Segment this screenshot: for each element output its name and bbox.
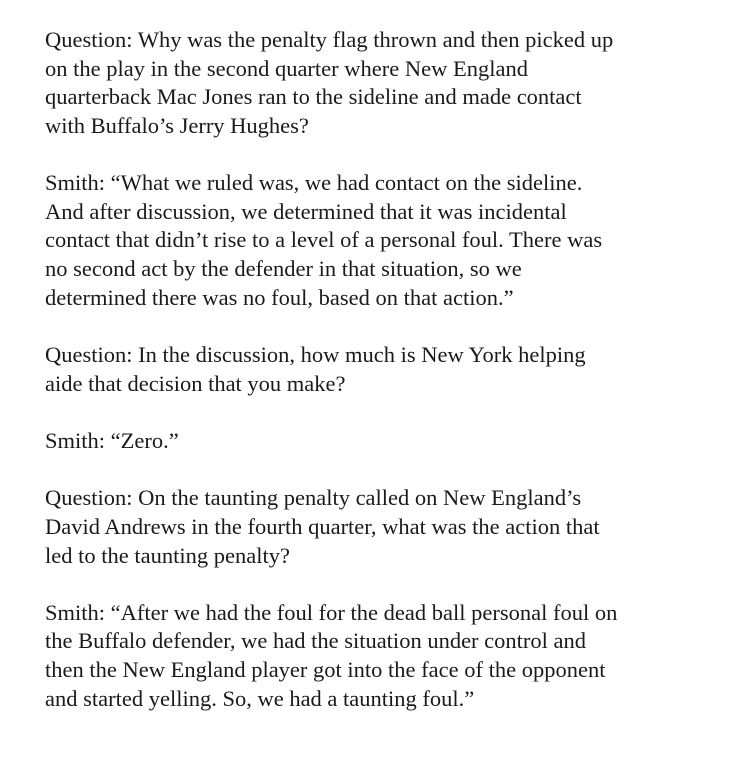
text-line: quarterback Mac Jones ran to the sideline and made contact — [45, 84, 582, 110]
text-line: the Buffalo defender, we had the situation under control and — [45, 628, 587, 654]
answer-paragraph-3 — [45, 599, 725, 713]
answer-paragraph-2 — [45, 427, 725, 456]
text-line: determined there was no foul, based on that action.” — [45, 284, 514, 310]
text-line: and started yelling. So, we had a taunting foul.” — [45, 685, 475, 711]
question-paragraph-2 — [45, 341, 725, 398]
text-line: Question: In the discussion, how much is New York helping — [45, 341, 586, 367]
text-line: on the play in the second quarter where New England — [45, 55, 528, 81]
text-line: Smith: “After we had the foul for the dead ball personal foul on — [45, 599, 618, 625]
text-line: contact that didn’t rise to a level of a personal foul. There was — [45, 227, 603, 253]
text-line: Smith: “What we ruled was, we had contact on the sideline. — [45, 170, 583, 196]
text-line: no second act by the defender in that situation, so we — [45, 255, 522, 281]
text-line: And after discussion, we determined that it was incidental — [45, 198, 567, 224]
answer-paragraph-1 — [45, 169, 725, 312]
text-line: Question: Why was the penalty flag thrown and then picked up — [45, 27, 614, 52]
text-line: aide that decision that you make? — [45, 370, 346, 396]
text-line: Smith: “Zero.” — [45, 427, 179, 453]
text-line: then the New England player got into the face of the opponent — [45, 657, 606, 683]
text-line: David Andrews in the fourth quarter, what was the action that — [45, 513, 600, 539]
text-line: Question: On the taunting penalty called on New England’s — [45, 485, 582, 511]
question-paragraph-1 — [45, 26, 725, 140]
text-line: with Buffalo’s Jerry Hughes? — [45, 112, 309, 138]
question-paragraph-3 — [45, 484, 725, 570]
transcript-document — [45, 26, 725, 713]
text-line: led to the taunting penalty? — [45, 542, 290, 568]
